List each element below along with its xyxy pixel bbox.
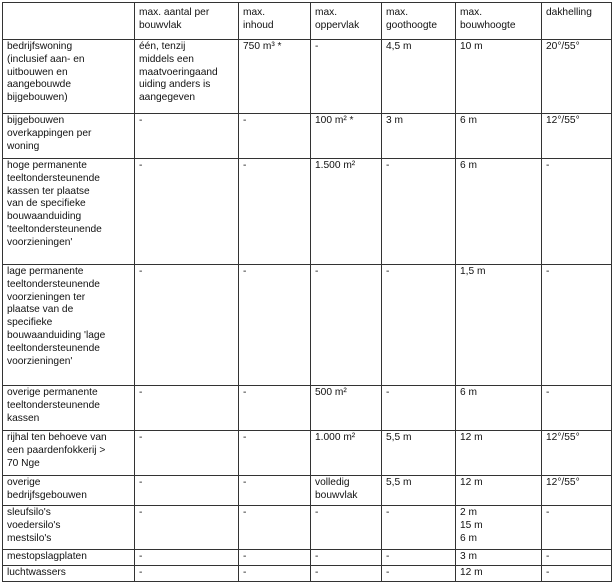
table-cell: - [311,506,382,550]
table-cell: - [239,550,311,566]
table-cell: - [542,565,612,581]
table-row [3,431,612,476]
table-cell: 5,5 m [382,476,456,506]
table-cell: - [135,265,239,386]
table-cell: - [239,476,311,506]
table-cell: 3 m [456,550,542,566]
table-cell: - [382,550,456,566]
table-cell: - [239,565,311,581]
table-cell: 5,5 m [382,431,456,476]
table-cell: overige bedrijfsgebouwen [3,476,135,506]
table-cell: 20°/55° [542,40,612,114]
table-cell: - [135,386,239,431]
table-cell: 12°/55° [542,431,612,476]
header-cell: max. oppervlak [311,3,382,40]
table-cell: - [542,506,612,550]
table-cell: - [239,159,311,265]
table-cell: - [135,159,239,265]
table-cell: - [382,265,456,386]
table-cell: 1.000 m² [311,431,382,476]
table-row [3,265,612,386]
table-cell: - [311,565,382,581]
table-cell: - [382,159,456,265]
table-cell: - [311,550,382,566]
table-cell: - [135,114,239,159]
table-cell: 100 m² * [311,114,382,159]
table-cell: sleufsilo's voedersilo's mestsilo's [3,506,135,550]
header-cell: max. goothoogte [382,3,456,40]
table-cell: bijgebouwen overkappingen per woning [3,114,135,159]
table-cell: 12°/55° [542,114,612,159]
table-cell: - [311,265,382,386]
table-cell: - [239,114,311,159]
table-cell: lage permanente teeltondersteunende voorzieningen ter plaatse van de specifieke bouwaanduiding 'lage teeltondersteunende voorzieningen' [3,265,135,386]
table-cell: 1.500 m² [311,159,382,265]
table-cell: - [382,386,456,431]
table-cell: bedrijfswoning (inclusief aan- en uitbouwen en aangebouwde bijgebouwen) [3,40,135,114]
table-cell: 12°/55° [542,476,612,506]
header-row [3,3,612,40]
table-cell: 4,5 m [382,40,456,114]
table-cell: - [239,506,311,550]
table-cell: - [239,265,311,386]
table-cell: 10 m [456,40,542,114]
table-cell: rijhal ten behoeve van een paardenfokkerij > 70 Nge [3,431,135,476]
table-row [3,476,612,506]
table-cell: - [135,431,239,476]
table-cell: - [542,550,612,566]
table-cell: - [135,550,239,566]
table-cell: - [311,40,382,114]
header-cell: max. inhoud [239,3,311,40]
table-row [3,506,612,550]
table-row [3,386,612,431]
table-cell: - [382,565,456,581]
table-cell: 3 m [382,114,456,159]
table-cell: 6 m [456,386,542,431]
table-cell: 750 m³ * [239,40,311,114]
table-cell: luchtwassers [3,565,135,581]
table-cell: één, tenzij middels een maatvoeringaand uiding anders is aangegeven [135,40,239,114]
table-cell: 12 m [456,476,542,506]
table-row [3,565,612,581]
header-cell: max. aantal per bouwvlak [135,3,239,40]
dimensions-table [2,2,612,582]
table-cell: 6 m [456,114,542,159]
table-row [3,159,612,265]
header-cell: max. bouwhoogte [456,3,542,40]
table-cell: - [239,386,311,431]
table-cell: - [542,386,612,431]
table-cell: hoge permanente teeltondersteunende kassen ter plaatse van de specifieke bouwaanduiding 'teeltondersteunende voorzieningen' [3,159,135,265]
table-cell: 12 m [456,565,542,581]
table-cell: - [135,506,239,550]
table-row [3,550,612,566]
table-cell: - [382,506,456,550]
table-cell: overige permanente teeltondersteunende kassen [3,386,135,431]
table-row [3,40,612,114]
table-cell: - [135,476,239,506]
table-cell: - [239,431,311,476]
table-cell: 6 m [456,159,542,265]
table-cell: 500 m² [311,386,382,431]
header-cell: dakhelling [542,3,612,40]
table-cell: 1,5 m [456,265,542,386]
header-cell [3,3,135,40]
table-cell: - [542,159,612,265]
table-row [3,114,612,159]
table-cell: - [542,265,612,386]
table-cell: mestopslagplaten [3,550,135,566]
table-cell: volledig bouwvlak [311,476,382,506]
table-cell: 2 m 15 m 6 m [456,506,542,550]
table-cell: - [135,565,239,581]
table-cell: 12 m [456,431,542,476]
